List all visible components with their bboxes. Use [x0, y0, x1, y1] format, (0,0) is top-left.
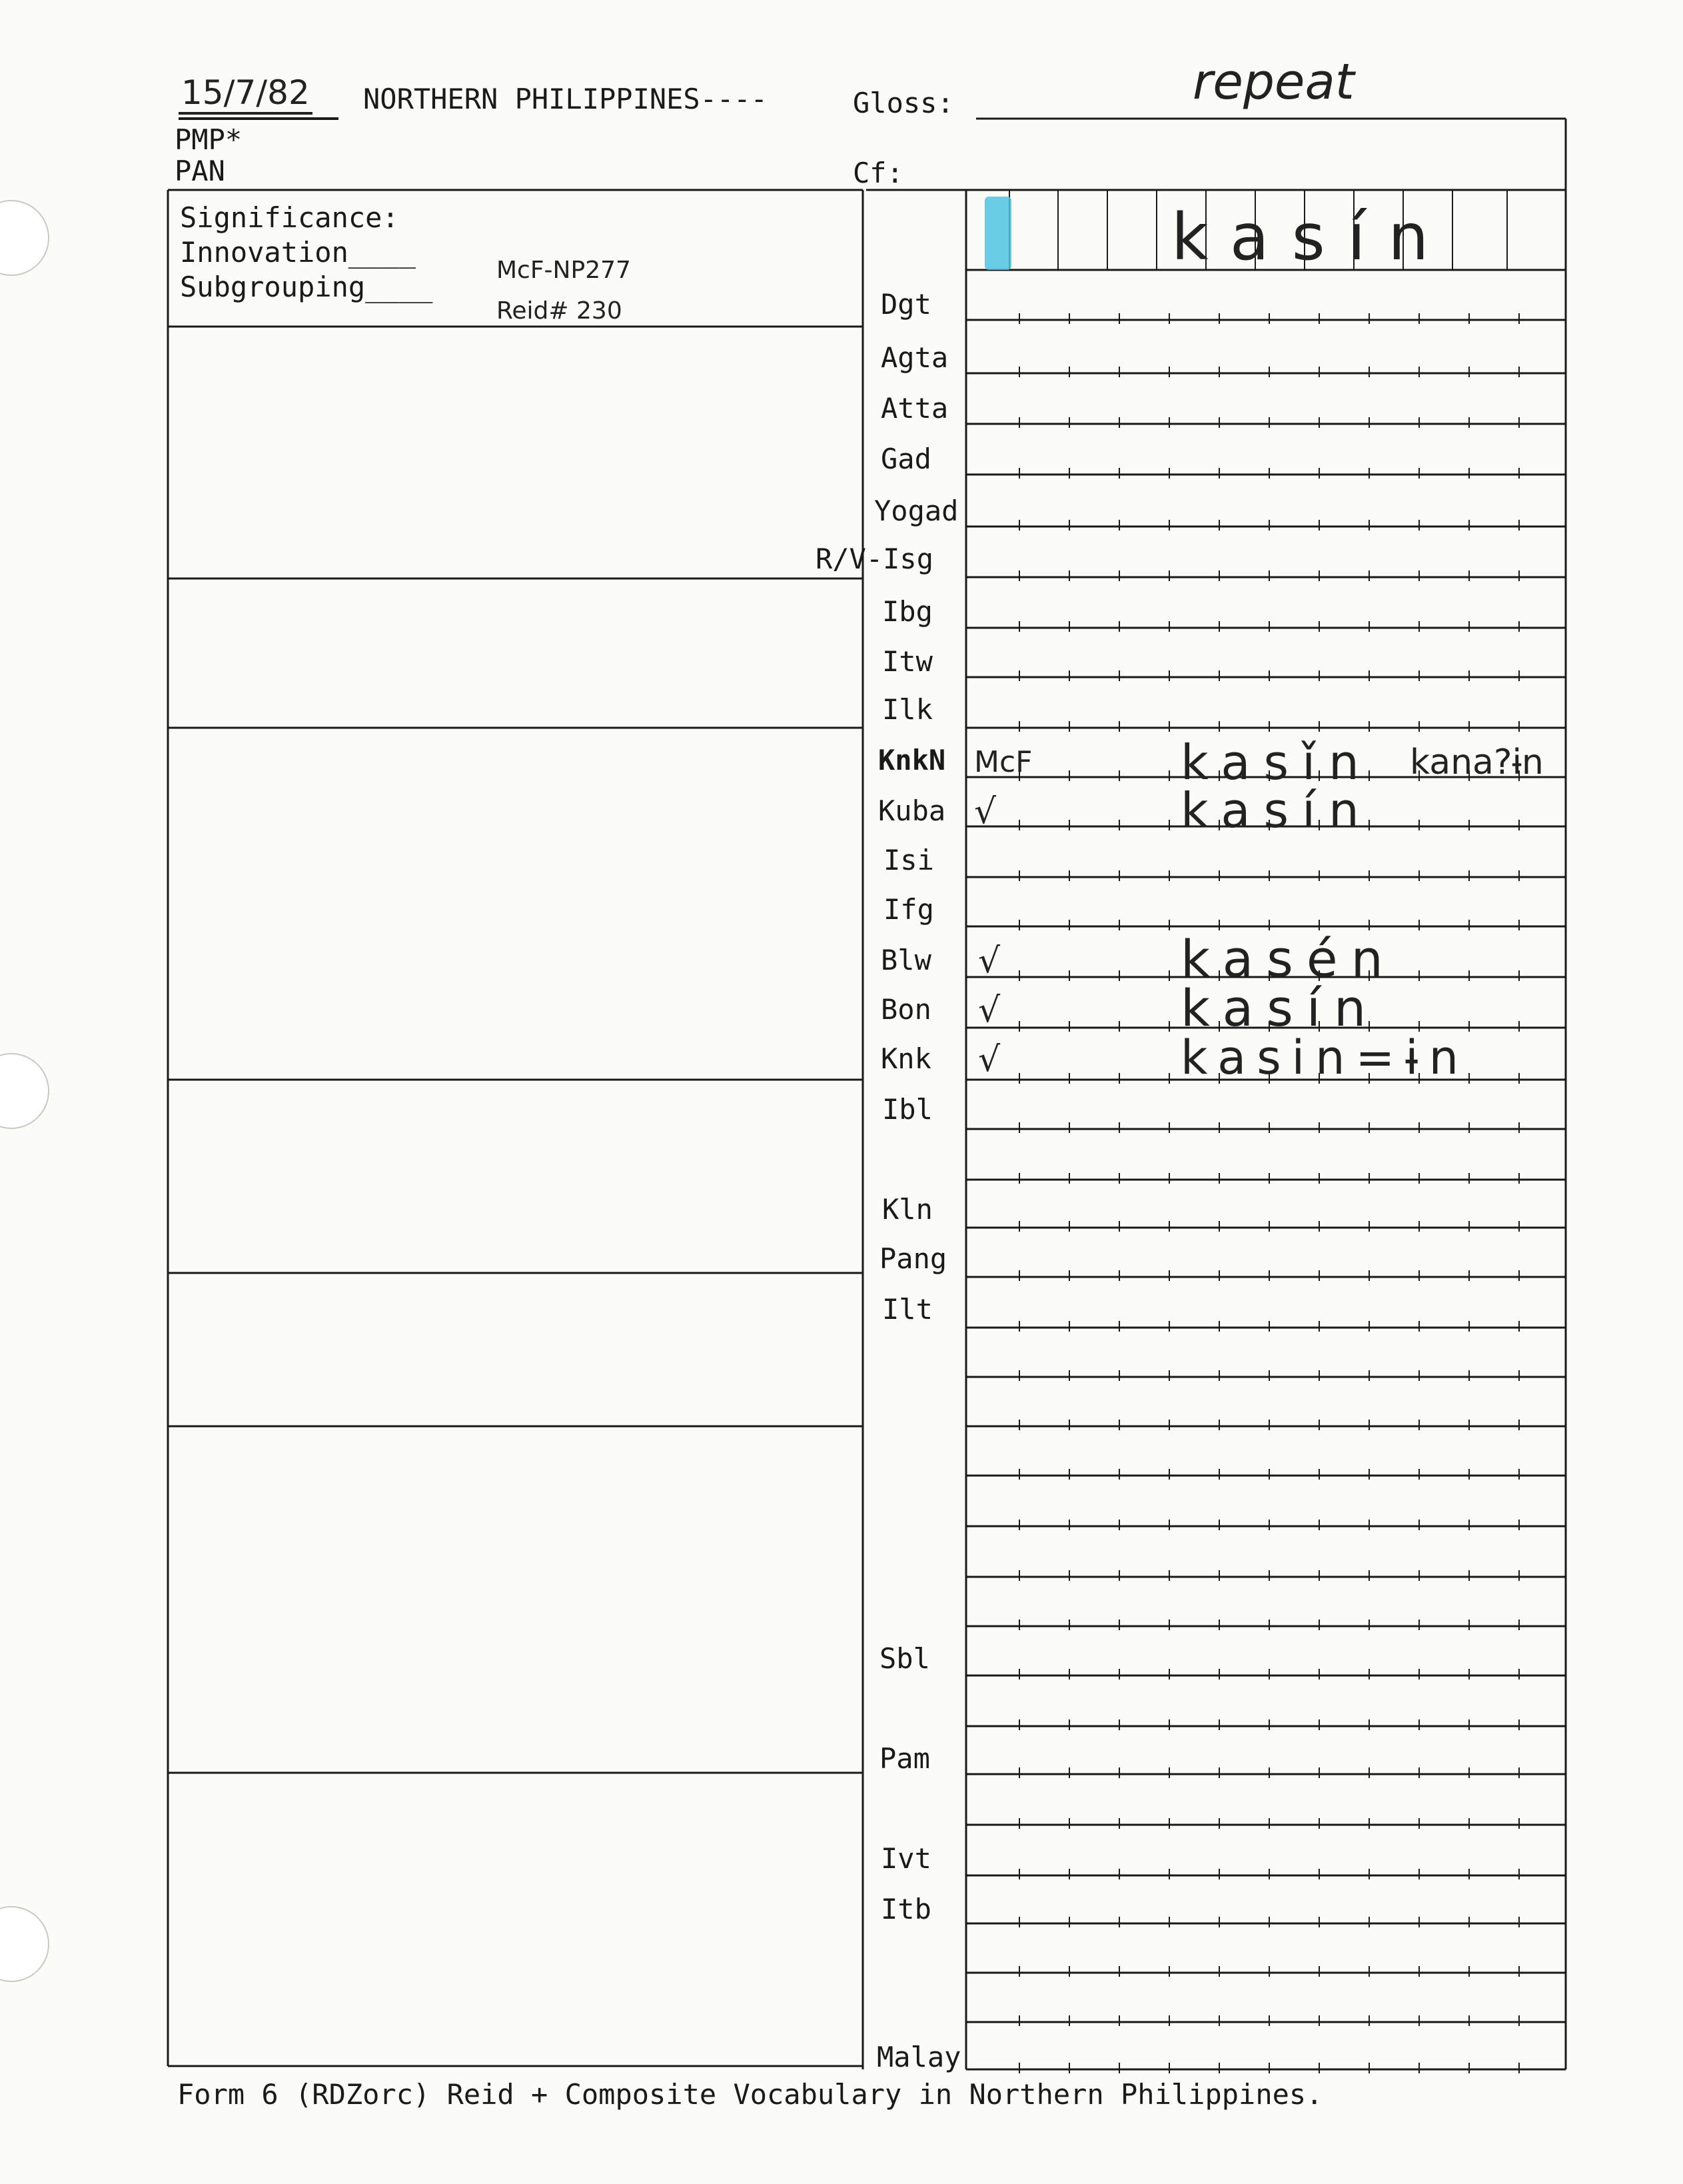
lang-itw: Itw — [882, 645, 933, 678]
lang-sbl: Sbl — [879, 1642, 930, 1675]
lang-knk: Knk — [881, 1042, 931, 1075]
lang-kln: Kln — [882, 1193, 933, 1226]
entry-form: kasín — [1181, 978, 1380, 1038]
pmp-label: PMP* — [175, 123, 243, 156]
entry-mark: √ — [978, 990, 1001, 1030]
lang-isi: Isi — [883, 844, 934, 876]
entry-form: kasén — [1181, 929, 1397, 988]
date-text: 15/7/82 — [179, 73, 312, 115]
gloss-label: Gloss: — [853, 87, 954, 119]
entry-form: kasin=ɨn — [1181, 1030, 1469, 1085]
lang-knkn: KnkN — [878, 744, 946, 776]
lang-pam: Pam — [879, 1742, 930, 1775]
entry-form: kasǐn — [1181, 734, 1373, 790]
significance-title: Significance: — [180, 201, 399, 234]
lang-ilt: Ilt — [882, 1293, 933, 1326]
entry-mark: √ — [978, 941, 1001, 981]
lang-rv-isg: R/V-Isg — [816, 543, 934, 575]
lang-ilk: Ilk — [882, 693, 933, 726]
lang-atta: Atta — [881, 392, 949, 425]
top-entry-form: kasín — [1171, 200, 1452, 275]
form-footer: Form 6 (RDZorc) Reid + Composite Vocabulary in Northern Philippines. — [177, 2078, 1323, 2111]
lang-gad: Gad — [881, 443, 931, 475]
entry-mark: √ — [978, 1040, 1001, 1080]
note-reid: Reid# 230 — [496, 297, 622, 325]
lang-malay: Malay — [877, 2041, 961, 2073]
entry-extra: kana?ɨn — [1410, 742, 1544, 782]
subgrouping-label: Subgrouping____ — [180, 271, 433, 303]
lang-ivt: Ivt — [881, 1842, 931, 1875]
lang-kuba: Kuba — [878, 794, 946, 827]
lang-yogad: Yogad — [874, 495, 959, 527]
gloss-value: repeat — [1193, 53, 1355, 111]
lang-itb: Itb — [881, 1893, 931, 1925]
lang-ibl: Ibl — [882, 1093, 933, 1126]
cf-label: Cf: — [853, 157, 903, 189]
entry-form: kasín — [1181, 782, 1373, 838]
lang-dgt: Dgt — [881, 288, 931, 321]
note-mcf: McF-NP277 — [496, 257, 631, 284]
lang-pang: Pang — [879, 1242, 947, 1275]
lang-ibg: Ibg — [882, 595, 933, 628]
highlight-mark — [985, 197, 1011, 270]
lang-ifg: Ifg — [883, 893, 934, 926]
form-title: NORTHERN PHILIPPINES---- — [363, 83, 768, 115]
lang-agta: Agta — [881, 341, 949, 374]
entry-mark: McF — [974, 745, 1033, 779]
entry-mark: √ — [974, 792, 997, 832]
pan-label: PAN — [175, 155, 225, 187]
innovation-label: Innovation____ — [180, 236, 416, 269]
lang-blw: Blw — [881, 944, 931, 976]
lang-bon: Bon — [881, 993, 931, 1026]
